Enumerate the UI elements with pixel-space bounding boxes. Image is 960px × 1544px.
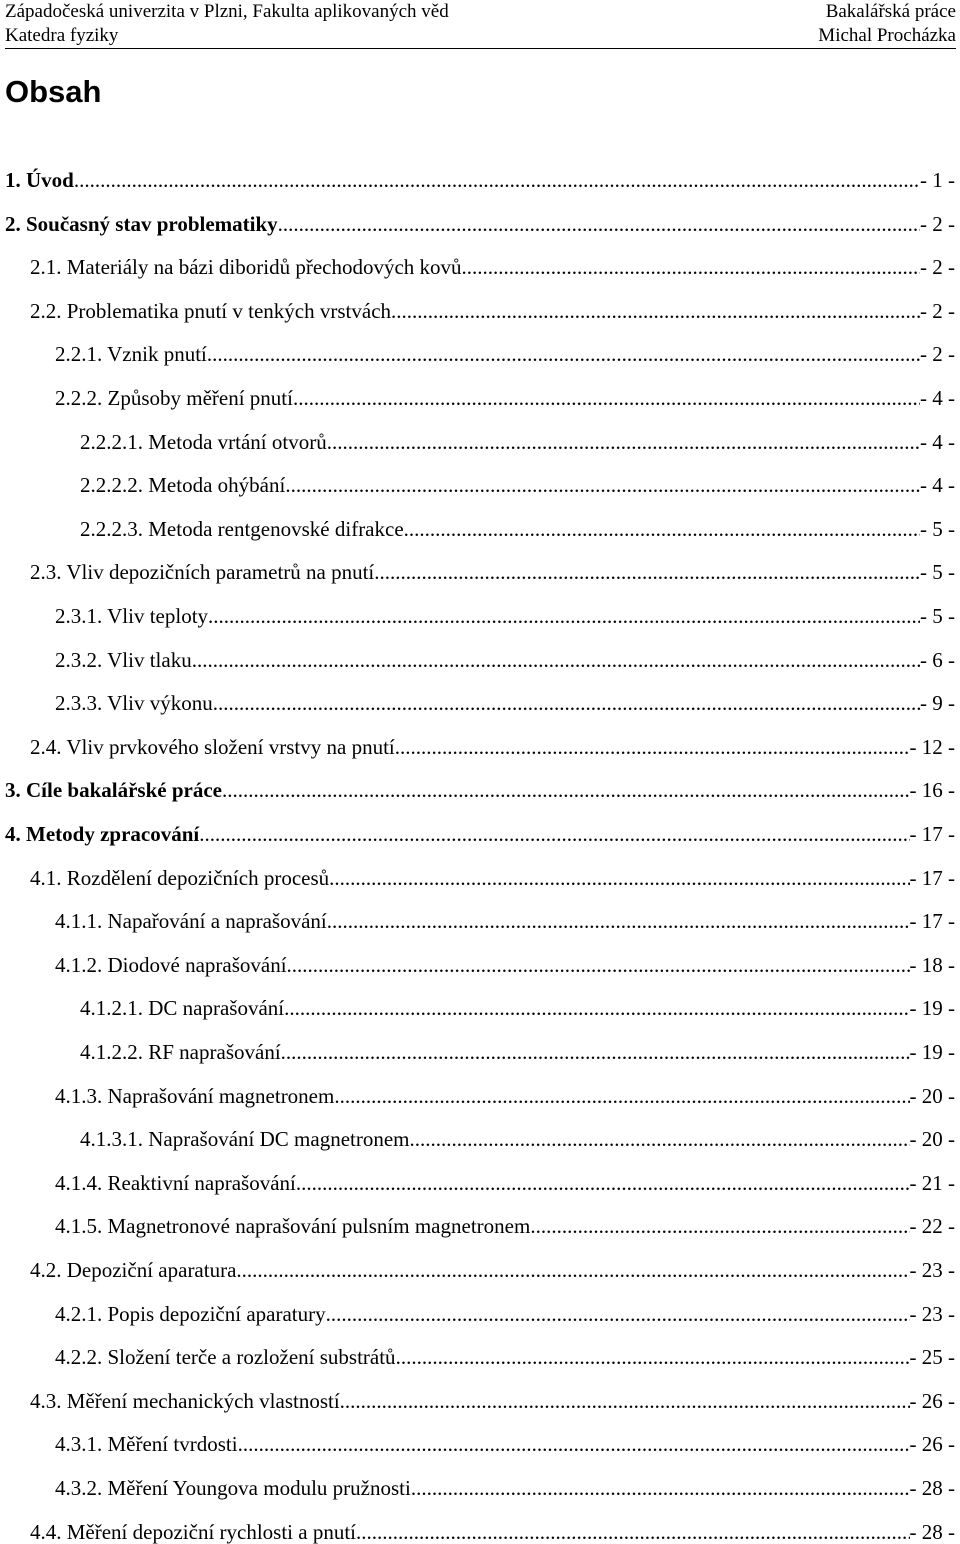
toc-entry[interactable] xyxy=(0,584,955,628)
toc-entry[interactable] xyxy=(0,628,955,672)
toc-entry[interactable] xyxy=(0,192,955,236)
toc-dot-leader xyxy=(334,1084,909,1108)
toc-entry-page: - 2 - xyxy=(920,211,955,236)
toc-dot-leader xyxy=(285,473,920,497)
toc-dot-leader xyxy=(287,953,910,977)
header-row-top xyxy=(5,0,956,24)
toc-entry-label: 2.2.2.3. Metoda rentgenovské difrakce xyxy=(80,516,404,541)
toc-entry-page: - 19 - xyxy=(909,1040,955,1064)
toc-entry-label: 4.1.1. Napařování a naprašování xyxy=(55,909,327,934)
toc-entry[interactable] xyxy=(0,366,955,410)
toc-entry-page: - 28 - xyxy=(909,1476,955,1500)
toc-dot-leader xyxy=(278,212,920,236)
toc-dot-leader xyxy=(213,691,920,715)
toc-dot-leader xyxy=(530,1214,909,1238)
toc-entry-label: 4.1.2. Diodové naprašování xyxy=(55,952,287,977)
toc-entry[interactable] xyxy=(0,1151,955,1195)
header-thesis-type: Bakalářská práce xyxy=(825,1,956,22)
toc-entry-label: 4.1.3.1. Naprašování DC magnetronem xyxy=(80,1127,410,1152)
toc-entry[interactable] xyxy=(0,410,955,454)
toc-dot-leader xyxy=(192,648,920,672)
toc-entry-label: 4.1.3. Naprašování magnetronem xyxy=(55,1083,335,1108)
header-row-bottom xyxy=(5,24,956,48)
toc-entry-page: - 5 - xyxy=(920,560,955,585)
toc-entry-label: 4.4. Měření depoziční rychlosti a pnutí xyxy=(30,1519,357,1544)
toc-dot-leader xyxy=(238,1432,910,1456)
toc-entry[interactable] xyxy=(0,1194,955,1238)
toc-entry[interactable] xyxy=(0,540,955,584)
toc-entry-label: 4.1.2.2. RF naprašování xyxy=(80,1040,281,1064)
toc-entry-label: 2.3.2. Vliv tlaku xyxy=(55,647,192,672)
toc-dot-leader xyxy=(207,342,920,366)
toc-entry[interactable] xyxy=(0,758,955,802)
toc-entry[interactable] xyxy=(0,148,955,192)
toc-entry-page: - 1 - xyxy=(920,168,955,192)
toc-dot-leader xyxy=(208,604,920,628)
toc-entry[interactable] xyxy=(0,1282,955,1326)
page-header xyxy=(5,0,956,49)
toc-dot-leader xyxy=(462,255,920,279)
toc-dot-leader xyxy=(411,1476,910,1500)
toc-entry-label: 4.3. Měření mechanických vlastností xyxy=(30,1388,340,1413)
toc-dot-leader xyxy=(327,909,910,933)
page-title: Obsah xyxy=(5,74,102,109)
toc-entry-label: 2.2.2. Způsoby měření pnutí xyxy=(55,386,293,410)
toc-entry-label: 4.3.2. Měření Youngova modulu pružnosti xyxy=(55,1476,411,1500)
header-department: Katedra fyziky xyxy=(5,25,119,46)
toc-entry-label: 4.2.1. Popis depoziční aparatury xyxy=(55,1301,326,1326)
toc-dot-leader xyxy=(296,1171,910,1195)
toc-entry-page: - 4 - xyxy=(920,429,955,454)
toc-entry-page: - 25 - xyxy=(909,1345,955,1370)
toc-dot-leader xyxy=(74,168,920,192)
toc-entry-page: - 17 - xyxy=(909,909,955,934)
toc-entry-label: 4.1.2.1. DC naprašování xyxy=(80,996,285,1021)
toc-dot-leader xyxy=(404,517,920,541)
toc-entry[interactable] xyxy=(0,322,955,366)
toc-entry[interactable] xyxy=(0,1107,955,1151)
toc-entry-page: - 2 - xyxy=(920,255,955,280)
toc-entry[interactable] xyxy=(0,235,955,279)
toc-dot-leader xyxy=(236,1258,909,1282)
toc-entry-label: 2. Současný stav problematiky xyxy=(5,211,278,236)
toc-dot-leader xyxy=(281,1040,910,1064)
toc-entry-label: 4.2.2. Složení terče a rozložení substrátů xyxy=(55,1345,396,1370)
toc-dot-leader xyxy=(199,822,909,846)
toc-entry-label: 4.2. Depoziční aparatura xyxy=(30,1258,237,1282)
toc-entry[interactable] xyxy=(0,1369,955,1413)
toc-entry-label: 2.2.2.2. Metoda ohýbání xyxy=(80,473,286,498)
toc-entry-page: - 16 - xyxy=(909,778,955,803)
toc-entry[interactable] xyxy=(0,715,955,759)
toc-dot-leader xyxy=(327,430,920,454)
toc-entry-label: 2.1. Materiály na bázi diboridů přechodových kovů xyxy=(30,255,462,280)
toc-entry-label: 2.2.2.1. Metoda vrtání otvorů xyxy=(80,429,327,454)
toc-entry-label: 2.3.3. Vliv výkonu xyxy=(55,691,213,716)
toc-entry[interactable] xyxy=(0,976,955,1020)
toc-dot-leader xyxy=(340,1389,910,1413)
toc-dot-leader xyxy=(374,560,920,584)
toc-entry-page: - 18 - xyxy=(909,952,955,977)
toc-entry-label: 2.4. Vliv prvkového složení vrstvy na pnutí xyxy=(30,734,395,759)
toc-entry-page: - 20 - xyxy=(909,1083,955,1108)
toc-entry-label: 1. Úvod xyxy=(5,168,74,192)
toc-entry-page: - 2 - xyxy=(920,342,955,367)
toc-entry[interactable] xyxy=(0,1064,955,1108)
toc-entry[interactable] xyxy=(0,933,955,977)
toc-dot-leader xyxy=(391,299,920,323)
toc-entry-label: 4.3.1. Měření tvrdosti xyxy=(55,1432,238,1457)
toc-dot-leader xyxy=(356,1520,909,1544)
toc-entry-page: - 2 - xyxy=(920,298,955,323)
toc-entry-label: 2.2. Problematika pnutí v tenkých vrstvách xyxy=(30,298,392,323)
toc-entry[interactable] xyxy=(0,671,955,715)
toc-dot-leader xyxy=(410,1127,910,1151)
toc-entry[interactable] xyxy=(0,497,955,541)
toc-entry[interactable] xyxy=(0,1500,955,1544)
toc-entry-page: - 20 - xyxy=(909,1127,955,1152)
toc-dot-leader xyxy=(293,386,920,410)
toc-entry-label: 4. Metody zpracování xyxy=(5,822,200,846)
toc-entry-page: - 23 - xyxy=(909,1258,955,1282)
toc-entry[interactable] xyxy=(0,1020,955,1064)
toc-entry-page: - 26 - xyxy=(909,1388,955,1413)
header-university: Západočeská univerzita v Plzni, Fakulta aplikovaných věd xyxy=(5,1,449,22)
toc-dot-leader xyxy=(326,1302,910,1326)
toc-entry-page: - 4 - xyxy=(920,473,955,498)
toc-entry-label: 4.1. Rozdělení depozičních procesů xyxy=(30,865,330,890)
toc-entry[interactable] xyxy=(0,279,955,323)
toc-entry[interactable] xyxy=(0,1325,955,1369)
toc-entry[interactable] xyxy=(0,1412,955,1456)
toc-entry-label: 4.1.4. Reaktivní naprašování xyxy=(55,1170,296,1195)
toc-entry-page: - 22 - xyxy=(909,1214,955,1239)
toc-dot-leader xyxy=(329,866,909,890)
toc-entry-label: 2.3.1. Vliv teploty xyxy=(55,604,209,628)
toc-dot-leader xyxy=(395,735,910,759)
header-author: Michal Procházka xyxy=(818,25,956,46)
toc-entry[interactable] xyxy=(0,453,955,497)
toc-entry[interactable] xyxy=(0,846,955,890)
toc-entry-page: - 19 - xyxy=(909,996,955,1021)
toc-entry[interactable] xyxy=(0,1238,955,1282)
toc-entry-label: 3. Cíle bakalářské práce xyxy=(5,778,222,803)
toc-dot-leader xyxy=(222,778,910,802)
toc-entry-page: - 5 - xyxy=(920,604,955,628)
toc-entry-page: - 21 - xyxy=(909,1170,955,1195)
toc-entry-page: - 5 - xyxy=(920,516,955,541)
toc-entry-page: - 9 - xyxy=(920,691,955,716)
toc-entry-page: - 17 - xyxy=(909,822,955,846)
toc-dot-leader xyxy=(284,996,909,1020)
toc-entry-page: - 17 - xyxy=(909,865,955,890)
toc-entry-page: - 12 - xyxy=(909,734,955,759)
toc-entry[interactable] xyxy=(0,802,955,846)
toc-entry-page: - 23 - xyxy=(909,1301,955,1326)
toc-entry-label: 4.1.5. Magnetronové naprašování pulsním magnetronem xyxy=(55,1214,531,1239)
toc-entry-label: 2.3. Vliv depozičních parametrů na pnutí xyxy=(30,560,375,585)
toc-entry[interactable] xyxy=(0,889,955,933)
toc-entry-label: 2.2.1. Vznik pnutí xyxy=(55,342,207,367)
toc-entry[interactable] xyxy=(0,1456,955,1500)
toc-entry-page: - 4 - xyxy=(920,386,955,410)
toc-entry-page: - 26 - xyxy=(909,1432,955,1457)
toc-entry-page: - 28 - xyxy=(909,1519,955,1544)
toc-entry-page: - 6 - xyxy=(920,647,955,672)
toc-dot-leader xyxy=(396,1345,910,1369)
